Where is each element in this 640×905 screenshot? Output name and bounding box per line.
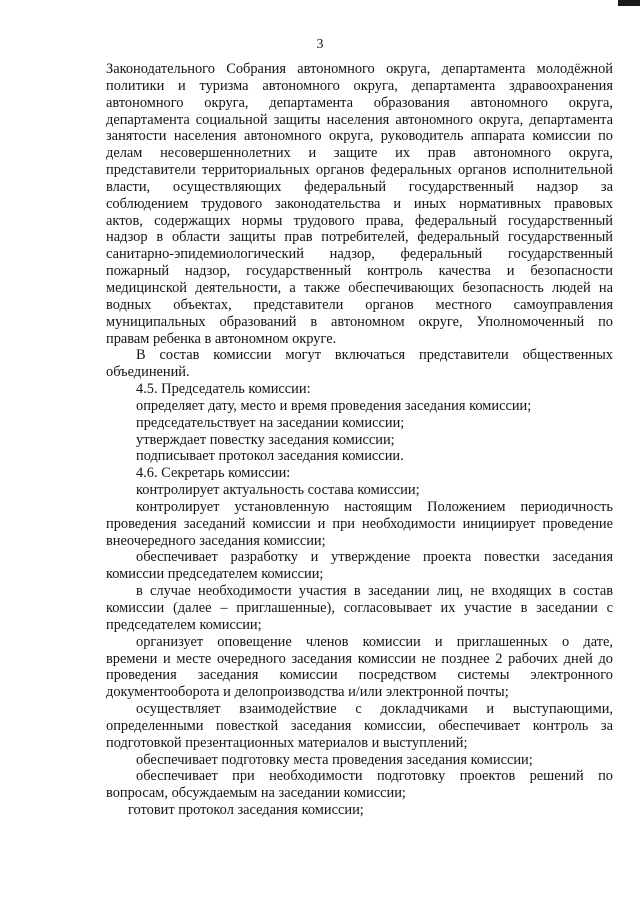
text-line: обеспечивает подготовку места проведения заседания комиссии; xyxy=(136,751,533,768)
text-line: пожарный надзор, государственный контроль качества и безопасности xyxy=(106,263,613,280)
text-line: комиссии председателем комиссии; xyxy=(106,566,324,583)
text-line: 4.6. Секретарь комиссии: xyxy=(136,465,291,482)
text-line: документооборота и делопроизводства и/или электронной почты; xyxy=(106,684,509,701)
scan-corner-mark xyxy=(618,0,640,6)
text-line: времени и месте очередного заседания комиссии не позднее 2 рабочих дней до xyxy=(106,650,613,667)
text-line: председательствует на заседании комиссии; xyxy=(136,414,405,431)
text-line: утверждает повестку заседания комиссии; xyxy=(136,431,395,448)
text-line: контролирует актуальность состава комиссии; xyxy=(136,482,420,499)
text-line: соблюдением трудового законодательства и иных нормативных правовых xyxy=(106,195,613,212)
text-line: Законодательного Собрания автономного округа, департамента молодёжной xyxy=(106,61,613,77)
text-line: в случае необходимости участия в заседании лиц, не входящих в состав xyxy=(136,583,613,600)
text-line: организует оповещение членов комиссии и приглашенных о дате, xyxy=(136,633,613,650)
text-line: контролирует установленную настоящим Положением периодичность xyxy=(136,498,613,515)
body-text xyxy=(106,61,613,819)
page-number: 3 xyxy=(316,37,324,52)
text-line: вопросам, обсуждаемым на заседании комиссии; xyxy=(106,785,406,802)
text-line: автономного округа, департамента образования автономного округа, xyxy=(106,94,613,111)
text-line: проведения заседания комиссии посредством системы электронного xyxy=(106,667,613,684)
text-line: осуществляет взаимодействие с докладчиками и выступающими, xyxy=(136,701,613,718)
text-line: определенными повесткой заседания комиссии, обеспечивает контроль за xyxy=(106,717,613,734)
text-line: медицинской деятельности, а также обеспечивающих безопасность людей на xyxy=(106,279,613,296)
text-line: готовит протокол заседания комиссии; xyxy=(128,802,364,819)
text-line: водных объектах, представители органов местного самоуправления xyxy=(106,296,613,313)
text-line: подписывает протокол заседания комиссии. xyxy=(136,448,404,465)
text-line: подготовкой презентационных материалов и выступлений; xyxy=(106,734,468,751)
text-line: обеспечивает разработку и утверждение проекта повестки заседания xyxy=(136,549,613,566)
text-line: власти, осуществляющих федеральный государственный надзор за xyxy=(106,178,613,195)
text-line: муниципальных образований в автономном округе, Уполномоченный по xyxy=(106,313,613,330)
text-line: надзор в области защиты прав потребителей, федеральный государственный xyxy=(106,229,613,246)
text-line: определяет дату, место и время проведения заседания комиссии; xyxy=(136,397,532,414)
text-line: внеочередного заседания комиссии; xyxy=(106,532,326,549)
text-line: обеспечивает при необходимости подготовку проектов решений по xyxy=(136,768,613,785)
text-line: объединений. xyxy=(106,364,190,381)
text-line: проведения заседаний комиссии и при необходимости инициирует проведение xyxy=(106,515,613,532)
text-line: правам ребенка в автономном округе. xyxy=(106,330,337,347)
text-line: комиссии (далее – приглашенные), согласовывает их участие в заседании с xyxy=(106,600,613,616)
text-line: делам несовершеннолетних и защите их прав автономного округа, xyxy=(106,145,613,162)
text-line: занятости населения автономного округа, руководитель аппарата комиссии по xyxy=(106,128,613,145)
text-line: актов, содержащих нормы трудового права, федеральный государственный xyxy=(106,212,613,229)
text-line: 4.5. Председатель комиссии: xyxy=(136,381,311,398)
text-line: департамента социальной защиты населения автономного округа, департамента xyxy=(106,111,613,128)
text-line: представители территориальных органов федеральных органов исполнительной xyxy=(106,162,613,179)
text-line: В состав комиссии могут включаться представители общественных xyxy=(136,347,613,364)
text-line: политики и туризма автономного округа, департамента здравоохранения xyxy=(106,77,613,94)
text-line: председателем комиссии; xyxy=(106,616,262,633)
text-line: санитарно-эпидемиологический надзор, федеральный государственный xyxy=(106,246,613,263)
